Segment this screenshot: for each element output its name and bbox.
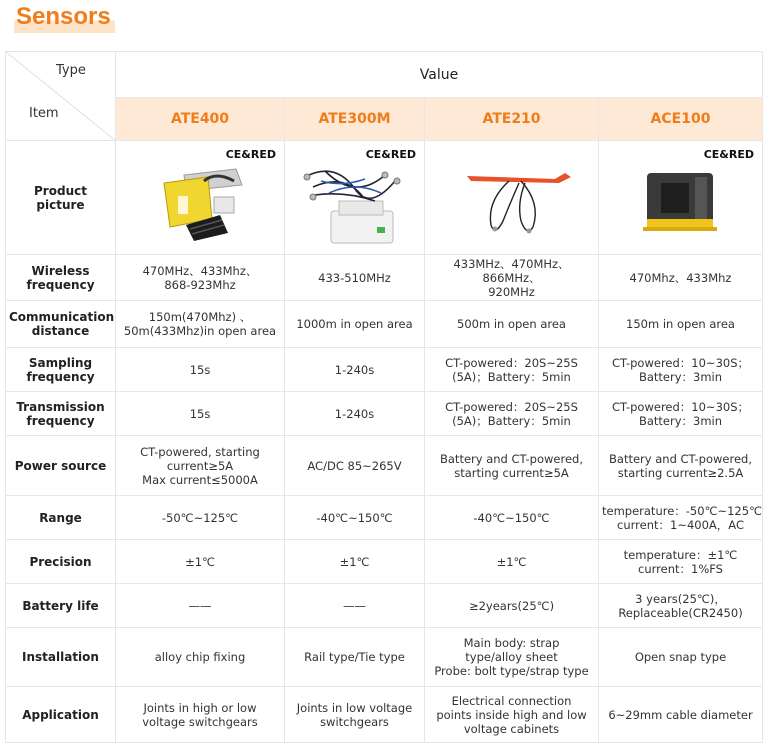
ace100-sensor-image (599, 141, 763, 255)
item-transmission-frequency: Transmission frequency (6, 392, 116, 436)
item-power-source: Power source (6, 436, 116, 496)
row-precision (6, 540, 763, 584)
picture-cell-ate300m (285, 141, 425, 255)
picture-cell-ate210 (425, 141, 599, 255)
ate300m-sensor-image (285, 141, 425, 255)
row-power-source (6, 436, 763, 496)
cell-ate210: Electrical connection points inside high and low voltage cabinets (425, 687, 599, 743)
picture-cell-ace100 (599, 141, 763, 255)
cell-ate300m: Joints in low voltage switchgears (285, 687, 425, 743)
cell-ate300m: —— (285, 584, 425, 628)
row-sampling-frequency (6, 348, 763, 392)
type-label: Type (56, 63, 86, 78)
item-sampling-frequency: Sampling frequency (6, 348, 116, 392)
picture-cell-ate400 (116, 141, 285, 255)
cell-ace100: temperature：±1℃ current：1%FS (599, 540, 763, 584)
cell-ate400: Joints in high or low voltage switchgears (116, 687, 285, 743)
item-battery-life: Battery life (6, 584, 116, 628)
item-label: Item (29, 106, 59, 121)
cell-ace100: temperature：-50℃~125℃ current：1~400A，AC (599, 496, 763, 540)
row-range (6, 496, 763, 540)
ce-red-badge: CE&RED (225, 148, 276, 161)
row-wireless-frequency (6, 255, 763, 301)
cell-ace100: 3 years(25℃)， Replaceable(CR2450) (599, 584, 763, 628)
model-ace100: ACE100 (599, 98, 763, 141)
cell-ace100: Open snap type (599, 628, 763, 687)
cell-ate210: ≥2years(25℃) (425, 584, 599, 628)
cell-ate300m: ±1℃ (285, 540, 425, 584)
cell-ace100: CT-powered：10~30S； Battery：3min (599, 392, 763, 436)
cell-ate400: -50℃~125℃ (116, 496, 285, 540)
ce-red-badge: CE&RED (365, 148, 416, 161)
cell-ace100: 150m in open area (599, 301, 763, 348)
cell-ate400: 15s (116, 392, 285, 436)
item-wireless-frequency: Wireless frequency (6, 255, 116, 301)
cell-ate300m: 1000m in open area (285, 301, 425, 348)
item-application: Application (6, 687, 116, 743)
cell-ate300m: 1-240s (285, 392, 425, 436)
item-communication-distance: Communication distance (6, 301, 116, 348)
item-installation: Installation (6, 628, 116, 687)
ate400-sensor-image (116, 141, 285, 255)
cell-ate210: CT-powered：20S~25S (5A)；Battery：5min (425, 392, 599, 436)
cell-ace100: 6~29mm cable diameter (599, 687, 763, 743)
row-communication-distance (6, 301, 763, 348)
cell-ate300m: Rail type/Tie type (285, 628, 425, 687)
corner-header-cell (6, 52, 116, 141)
model-ate210: ATE210 (425, 98, 599, 141)
ce-red-badge: CE&RED (703, 148, 755, 161)
model-ate400: ATE400 (116, 98, 285, 141)
cell-ate400: ±1℃ (116, 540, 285, 584)
cell-ate300m: AC/DC 85~265V (285, 436, 425, 496)
cell-ate400: 150m(470Mhz) 、 50m(433Mhz)in open area (116, 301, 285, 348)
cell-ace100: Battery and CT-powered, starting current≥2.5A (599, 436, 763, 496)
ate210-sensor-image (425, 141, 599, 255)
cell-ace100: 470Mhz、433Mhz (599, 255, 763, 301)
header-row-value (6, 52, 763, 98)
item-precision: Precision (6, 540, 116, 584)
page-title: Sensors (14, 2, 115, 33)
cell-ate400: 15s (116, 348, 285, 392)
cell-ate210: CT-powered：20S~25S (5A)；Battery：5min (425, 348, 599, 392)
cell-ace100: CT-powered：10~30S； Battery：3min (599, 348, 763, 392)
row-battery-life (6, 584, 763, 628)
cell-ate300m: 433-510MHz (285, 255, 425, 301)
cell-ate300m: 1-240s (285, 348, 425, 392)
cell-ate210: 433MHz、470MHz、866MHz、 920MHz (425, 255, 599, 301)
row-installation (6, 628, 763, 687)
cell-ate400: alloy chip fixing (116, 628, 285, 687)
cell-ate210: 500m in open area (425, 301, 599, 348)
item-range: Range (6, 496, 116, 540)
cell-ate210: -40℃~150℃ (425, 496, 599, 540)
model-header-row (6, 98, 763, 141)
value-header: Value (116, 52, 763, 98)
product-picture-label: Product picture (6, 141, 116, 255)
cell-ate210: ±1℃ (425, 540, 599, 584)
cell-ate210: Battery and CT-powered, starting current≥5A (425, 436, 599, 496)
cell-ate400: CT-powered, starting current≥5A Max current≤5000A (116, 436, 285, 496)
sensor-spec-table (5, 51, 763, 743)
row-transmission-frequency (6, 392, 763, 436)
row-application (6, 687, 763, 743)
product-picture-row (6, 141, 763, 255)
cell-ate210: Main body: strap type/alloy sheet Probe: bolt type/strap type (425, 628, 599, 687)
cell-ate400: 470MHz、433Mhz、 868-923Mhz (116, 255, 285, 301)
cell-ate300m: -40℃~150℃ (285, 496, 425, 540)
model-ate300m: ATE300M (285, 98, 425, 141)
cell-ate400: —— (116, 584, 285, 628)
